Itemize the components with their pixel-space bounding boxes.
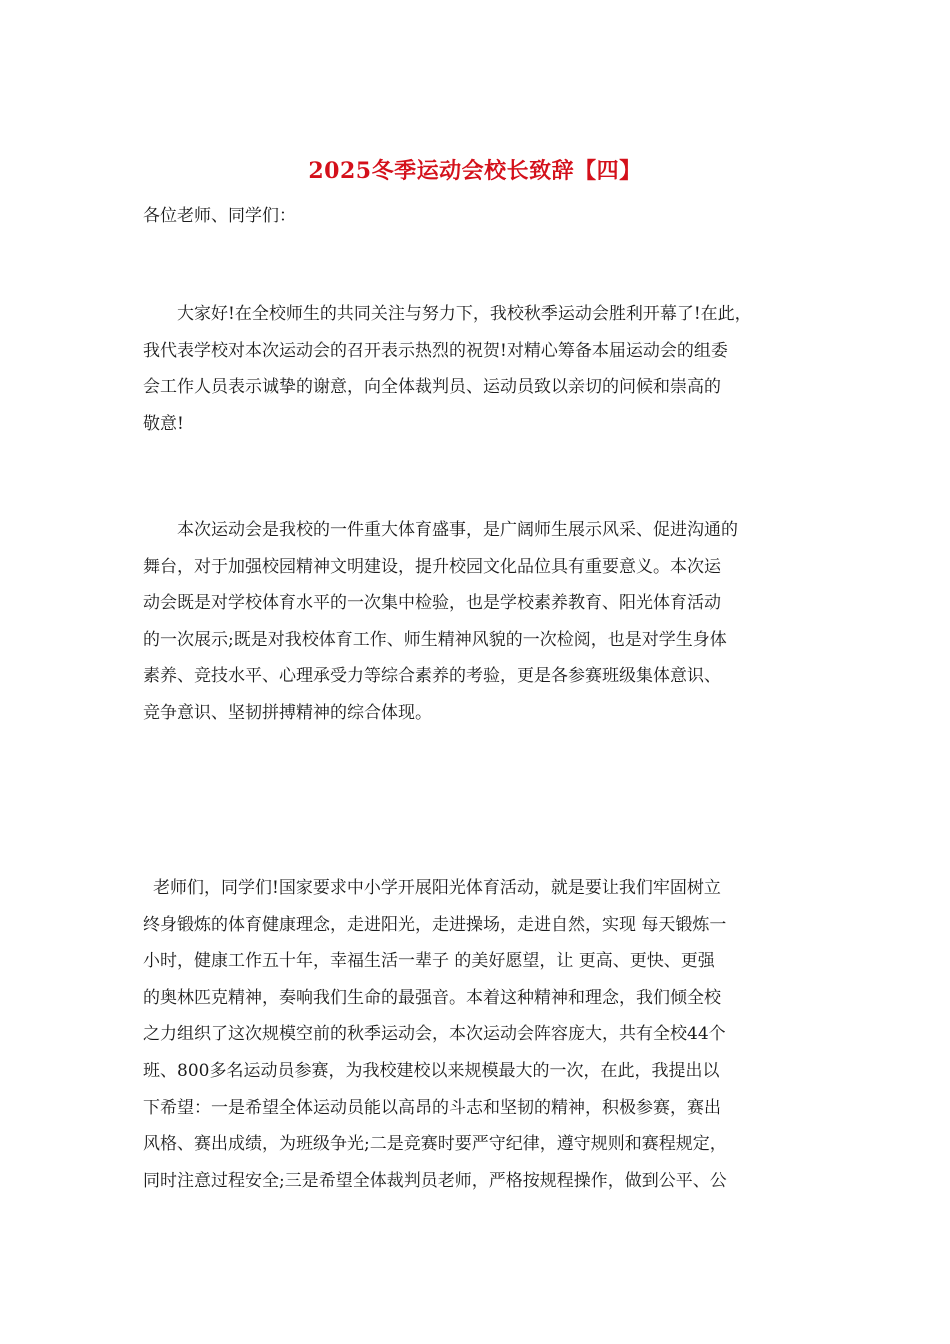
paragraph-line: 终身锻炼的体育健康理念，走进阳光，走进操场，走进自然，实现 每天锻炼一	[143, 914, 727, 935]
paragraph-line: 班、800多名运动员参赛，为我校建校以来规模最大的一次，在此，我提出以	[143, 1060, 720, 1081]
salutation: 各位老师、同学们：	[143, 206, 296, 226]
paragraph-significance	[143, 512, 823, 732]
paragraph-line: 的一次展示;既是对我校体育工作、师生精神风貌的一次检阅，也是对学生身体	[143, 629, 727, 650]
paragraph-line: 动会既是对学校体育水平的一次集中检验，也是学校素养教育、阳光体育活动	[143, 593, 721, 614]
paragraph-line: 同时注意过程安全;三是希望全体裁判员老师，严格按规程操作，做到公平、公	[143, 1170, 727, 1191]
paragraph-line: 素养、竞技水平、心理承受力等综合素养的考验，更是各参赛班级集体意识、	[143, 666, 721, 687]
paragraph-line: 我代表学校对本次运动会的召开表示热烈的祝贺!对精心筹备本届运动会的组委	[143, 340, 728, 361]
paragraph-line: 会工作人员表示诚挚的谢意，向全体裁判员、运动员致以亲切的问候和崇高的	[143, 377, 721, 398]
paragraph-opening	[143, 296, 823, 442]
paragraph-hopes	[143, 870, 823, 1199]
paragraph-line: 下希望：一是希望全体运动员能以高昂的斗志和坚韧的精神，积极参赛，赛出	[143, 1097, 721, 1118]
paragraph-line: 风格、赛出成绩，为班级争光;二是竞赛时要严守纪律，遵守规则和赛程规定，	[143, 1134, 727, 1155]
paragraph-line: 敬意!	[143, 413, 184, 434]
paragraph-line: 大家好!在全校师生的共同关注与努力下，我校秋季运动会胜利开幕了!在此，	[177, 304, 752, 324]
paragraph-line: 的奥林匹克精神，奏响我们生命的最强音。本着这种精神和理念，我们倾全校	[143, 987, 721, 1008]
paragraph-line: 小时，健康工作五十年，幸福生活一辈子 的美好愿望，让 更高、更快、更强	[143, 951, 715, 972]
paragraph-line: 竞争意识、坚韧拼搏精神的综合体现。	[143, 702, 432, 723]
paragraph-line: 本次运动会是我校的一件重大体育盛事，是广阔师生展示风采、促进沟通的	[177, 520, 738, 540]
document-title: 2025冬季运动会校长致辞【四】	[308, 158, 642, 184]
paragraph-line: 之力组织了这次规模空前的秋季运动会，本次运动会阵容庞大，共有全校44个	[143, 1024, 726, 1045]
paragraph-line: 老师们，同学们!国家要求中小学开展阳光体育活动，就是要让我们牢固树立	[153, 878, 721, 898]
paragraph-line: 舞台，对于加强校园精神文明建设，提升校园文化品位具有重要意义。本次运	[143, 556, 721, 577]
